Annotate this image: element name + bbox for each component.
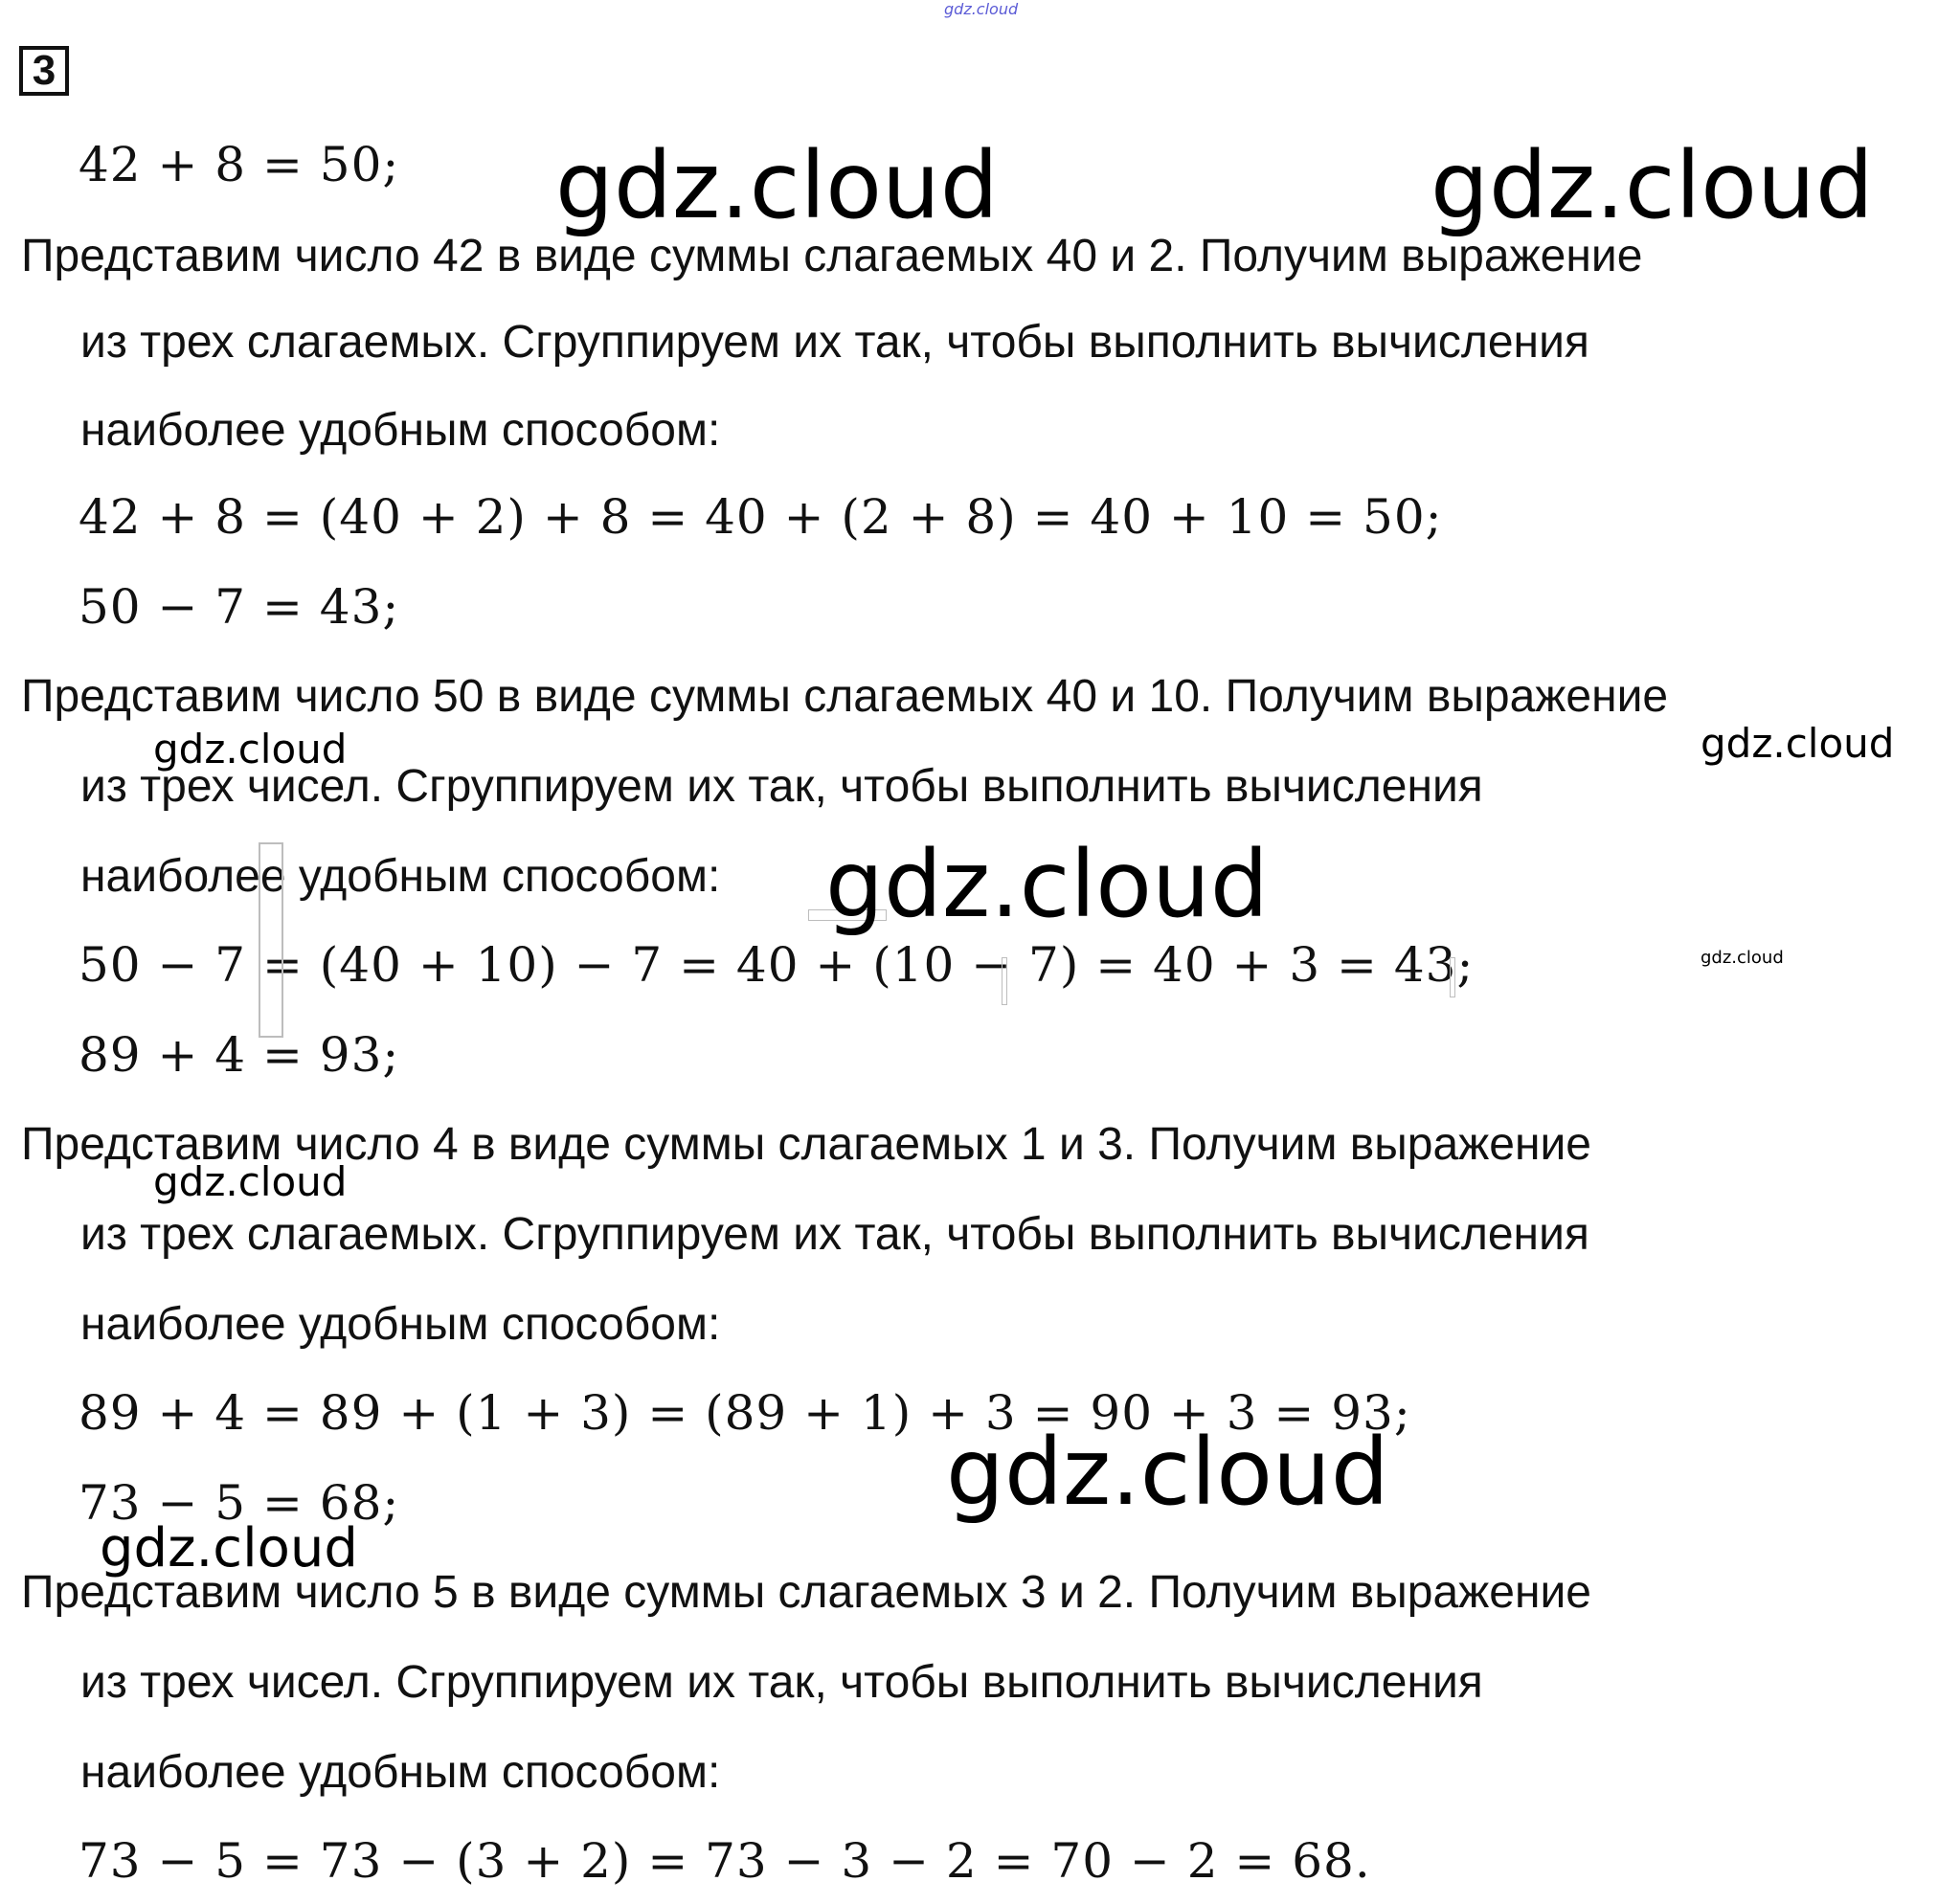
paragraph-line: наиболее удобным способом:: [80, 1299, 721, 1350]
math-line: 89 + 4 = 89 + (1 + 3) = (89 + 1) + 3 = 90 + 3 = 93;: [79, 1385, 1411, 1441]
watermark: gdz.cloud: [1701, 720, 1895, 767]
task-number-box: 3: [19, 46, 69, 96]
paragraph-line: Представим число 50 в виде суммы слагаемых 40 и 10. Получим выражение: [21, 671, 1669, 722]
watermark: gdz.cloud: [555, 132, 999, 239]
watermark: gdz.cloud: [1431, 132, 1874, 239]
math-line: 42 + 8 = (40 + 2) + 8 = 40 + (2 + 8) = 40 + 10 = 50;: [79, 489, 1443, 545]
watermark: gdz.cloud: [1701, 948, 1784, 968]
paragraph-line: из трех чисел. Сгруппируем их так, чтобы выполнить вычисления: [80, 1657, 1483, 1708]
math-line: 89 + 4 = 93;: [79, 1027, 400, 1083]
math-line: 50 − 7 = 43;: [79, 579, 400, 635]
scan-artifact: [1450, 957, 1455, 997]
math-line: 42 + 8 = 50;: [79, 137, 400, 192]
paragraph-line: Представим число 42 в виде суммы слагаемых 40 и 2. Получим выражение: [21, 231, 1643, 281]
paragraph-line: наиболее удобным способом:: [80, 1747, 721, 1798]
watermark: gdz.cloud: [946, 1419, 1389, 1526]
paragraph-line: Представим число 5 в виде суммы слагаемых 3 и 2. Получим выражение: [21, 1567, 1591, 1618]
paragraph-line: из трех слагаемых. Сгруппируем их так, чтобы выполнить вычисления: [80, 317, 1589, 368]
math-line: 73 − 5 = 68;: [79, 1475, 400, 1531]
paragraph-line: Представим число 4 в виде суммы слагаемых 1 и 3. Получим выражение: [21, 1119, 1591, 1170]
scan-artifact: [1002, 957, 1007, 1005]
scan-artifact: [259, 842, 283, 1038]
math-line: 50 − 7 = (40 + 10) − 7 = 40 + (10 − 7) = 40 + 3 = 43;: [79, 937, 1475, 993]
paragraph-line: из трех чисел. Сгруппируем их так, чтобы выполнить вычисления: [80, 761, 1483, 812]
watermark: gdz.cloud: [153, 726, 348, 773]
paragraph-line: из трех слагаемых. Сгруппируем их так, чтобы выполнить вычисления: [80, 1209, 1589, 1260]
watermark-top: gdz.cloud: [944, 0, 1019, 18]
math-line: 73 − 5 = 73 − (3 + 2) = 73 − 3 − 2 = 70 − 2 = 68.: [79, 1833, 1371, 1889]
watermark: gdz.cloud: [153, 1158, 348, 1205]
paragraph-line: наиболее удобным способом:: [80, 405, 721, 456]
watermark: gdz.cloud: [100, 1517, 358, 1579]
watermark: gdz.cloud: [825, 831, 1269, 938]
paragraph-line: наиболее удобным способом:: [80, 851, 721, 902]
